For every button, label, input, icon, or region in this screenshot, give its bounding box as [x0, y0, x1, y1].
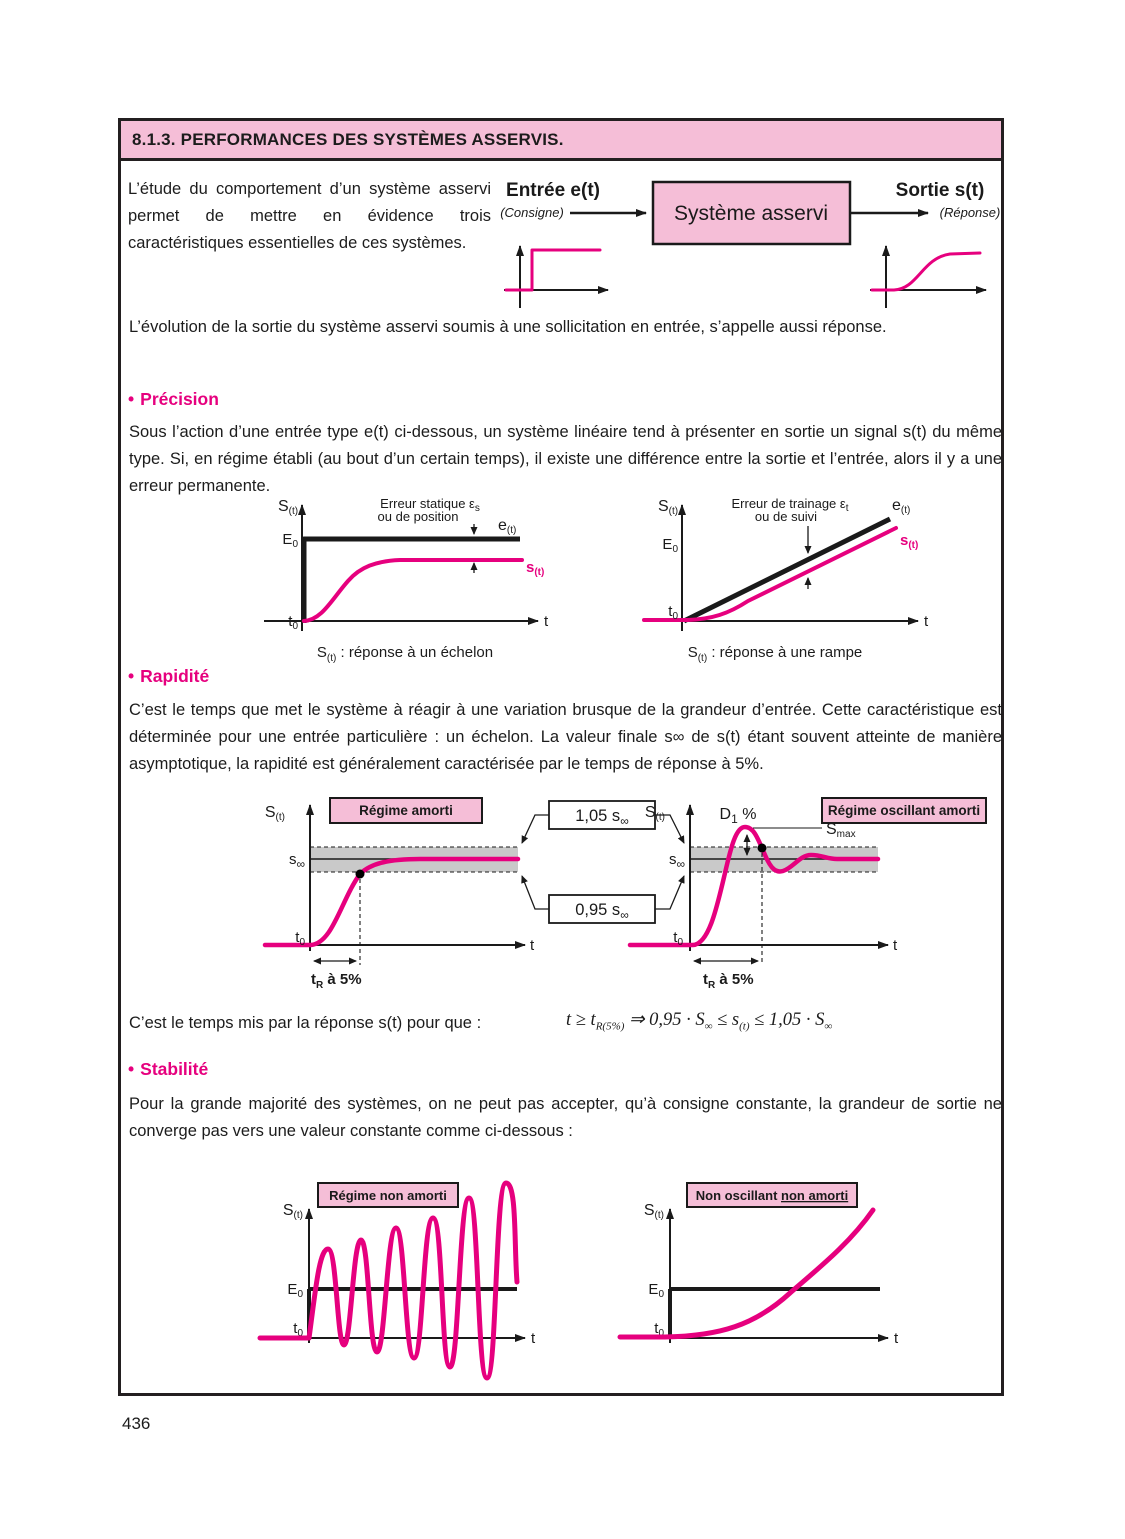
diverging-exponential-curve	[620, 1210, 873, 1337]
e-curve-label: e(t)	[498, 517, 517, 536]
upper-threshold-label: 1,05 $s_\infty$	[575, 807, 629, 828]
rapidite-figure	[125, 795, 1009, 1000]
intro-paragraph: L’étude du comportement d’un système asservi permet de mettre en évidence trois caractéristiques essentielles de ces systèmes.	[128, 180, 491, 252]
y-axis-label: S(t)	[278, 498, 299, 517]
evolution-paragraph: L’évolution de la sortie du système asservi soumis à une sollicitation en entrée, s’appelle aussi réponse.	[129, 318, 887, 336]
t-axis-label: t	[893, 937, 898, 954]
t0-label: $t_0$	[668, 603, 678, 622]
axes	[273, 805, 525, 951]
e0-label: $E_0$	[287, 1281, 303, 1300]
sinf-label: $s_\infty$	[668, 851, 685, 871]
t-axis-label: t	[531, 1330, 536, 1347]
tracking-error-annotation: Erreur de trainage $\varepsilon_t$	[731, 496, 849, 514]
stabilite-paragraph: Pour la grande majorité des systèmes, on ne peut pas accepter, qu’à consigne constante, la grandeur de sortie ne converge pas vers une valeur constante comme ci-dessous :	[129, 1095, 1002, 1140]
output-label: Sortie s(t)	[895, 180, 985, 201]
response-time-formula: $t \ge t_{R(5\%)}$ ⇒ $0,95 \cdot S_\infty \le s_{(t)} \le 1,05 \cdot S_\infty$	[566, 1010, 833, 1033]
caption-echelon: $S_{(t)}$ : réponse à un échelon	[316, 644, 494, 664]
band-entry-point	[356, 870, 365, 879]
stabilite-figure	[125, 1175, 1009, 1410]
output-curve	[304, 560, 522, 621]
input-ramp-line	[684, 519, 890, 621]
s-curve-label: $s_{(t)}$	[526, 559, 545, 578]
band-entry-point	[758, 844, 767, 853]
tracking-error-annotation-2: ou de suivi	[754, 509, 818, 524]
e0-label: $E_0$	[648, 1281, 664, 1300]
precision-paragraph: Sous l’action d’une entrée type e(t) ci-dessous, un système linéaire tend à présenter en sortie un signal s(t) du même type. Si, en régime établi (au bout d’un certain temps), il existe une différence entre la sortie et l’entrée, alors il y a une erreur permanente.	[129, 423, 1002, 495]
regime-amorti-label: Régime amorti	[359, 803, 453, 818]
sinf-label: $s_\infty$	[288, 851, 305, 871]
t0-label: $t_0$	[295, 929, 305, 948]
t0-label: $t_0$	[673, 929, 683, 948]
y-axis-label: S(t)	[643, 1202, 664, 1221]
input-step-line	[304, 539, 520, 623]
static-error-annotation: Erreur statique $\varepsilon_s$	[380, 496, 480, 514]
static-error-annotation-2: ou de position	[377, 509, 459, 524]
t0-label: $t_0$	[288, 613, 298, 632]
system-block-diagram	[498, 170, 1008, 312]
ramp-response-graph	[638, 493, 938, 638]
rapidite-heading: • Rapidité	[128, 666, 210, 686]
axes	[635, 1209, 888, 1343]
precision-heading: • Précision	[128, 389, 219, 409]
s-curve-label: $s_{(t)}$	[900, 532, 919, 551]
smax-label: Smax	[826, 821, 856, 840]
lower-threshold-label: 0,95 $s_\infty$	[575, 901, 629, 922]
rapidite-paragraph: C’est le temps que met le système à réagir à une variation brusque de la grandeur d’entrée. Cette caractéristique est déterminée pour une entrée particulière : un échelon. La valeur finale s∞ de s(t) étant souvent atteinte de manière asymptotique, la rapidité est généralement caractérisée par le temps de réponse à 5%.	[129, 701, 1002, 773]
page-number: 436	[122, 1414, 151, 1433]
response-curve	[630, 827, 878, 945]
regime-non-amorti-label: Régime non amorti	[329, 1188, 447, 1203]
section-header-band	[118, 118, 1004, 161]
step-response-graph	[258, 493, 558, 638]
y-axis-label: S(t)	[658, 498, 679, 517]
bullet-icon: •	[128, 666, 135, 686]
input-label: Entrée e(t)	[506, 180, 600, 201]
overshoot-label: $D_1$ %	[719, 806, 757, 826]
tr-label: $t_R$ à 5%	[311, 971, 362, 991]
t-axis-label: t	[544, 613, 549, 630]
t-axis-label: t	[924, 613, 929, 630]
mini-step-input-graph	[504, 246, 608, 308]
system-block-label: Système asservi	[673, 202, 829, 225]
y-axis-label: S(t)	[644, 804, 665, 823]
e0-label: $E_0$	[282, 531, 298, 550]
t-axis-label: t	[894, 1330, 899, 1347]
t0-label: $t_0$	[654, 1320, 664, 1339]
axes	[633, 805, 888, 951]
output-sublabel: (Réponse)	[939, 205, 1001, 220]
y-axis-label: S(t)	[264, 804, 285, 823]
mini-response-output-graph	[870, 246, 986, 308]
tr-label: $t_R$ à 5%	[703, 971, 754, 991]
e-curve-label: e(t)	[892, 497, 911, 516]
t0-label: $t_0$	[293, 1320, 303, 1339]
regime-oscillant-label: Régime oscillant amorti	[827, 803, 981, 818]
rapidite-conclusion: C’est le temps mis par la réponse s(t) pour que :	[129, 1014, 482, 1032]
bullet-icon: •	[128, 389, 135, 409]
input-sublabel: (Consigne)	[500, 205, 564, 220]
caption-rampe: $S_{(t)}$ : réponse à une rampe	[687, 644, 863, 664]
non-oscillant-label: Non oscillant non amorti	[695, 1188, 849, 1203]
t-axis-label: t	[530, 937, 535, 954]
e0-label: $E_0$	[662, 536, 678, 555]
y-axis-label: S(t)	[282, 1202, 303, 1221]
section-title: 8.1.3. PERFORMANCES DES SYSTÈMES ASSERVIS.	[132, 129, 564, 149]
bullet-icon: •	[128, 1059, 135, 1079]
stabilite-heading: • Stabilité	[128, 1059, 209, 1079]
